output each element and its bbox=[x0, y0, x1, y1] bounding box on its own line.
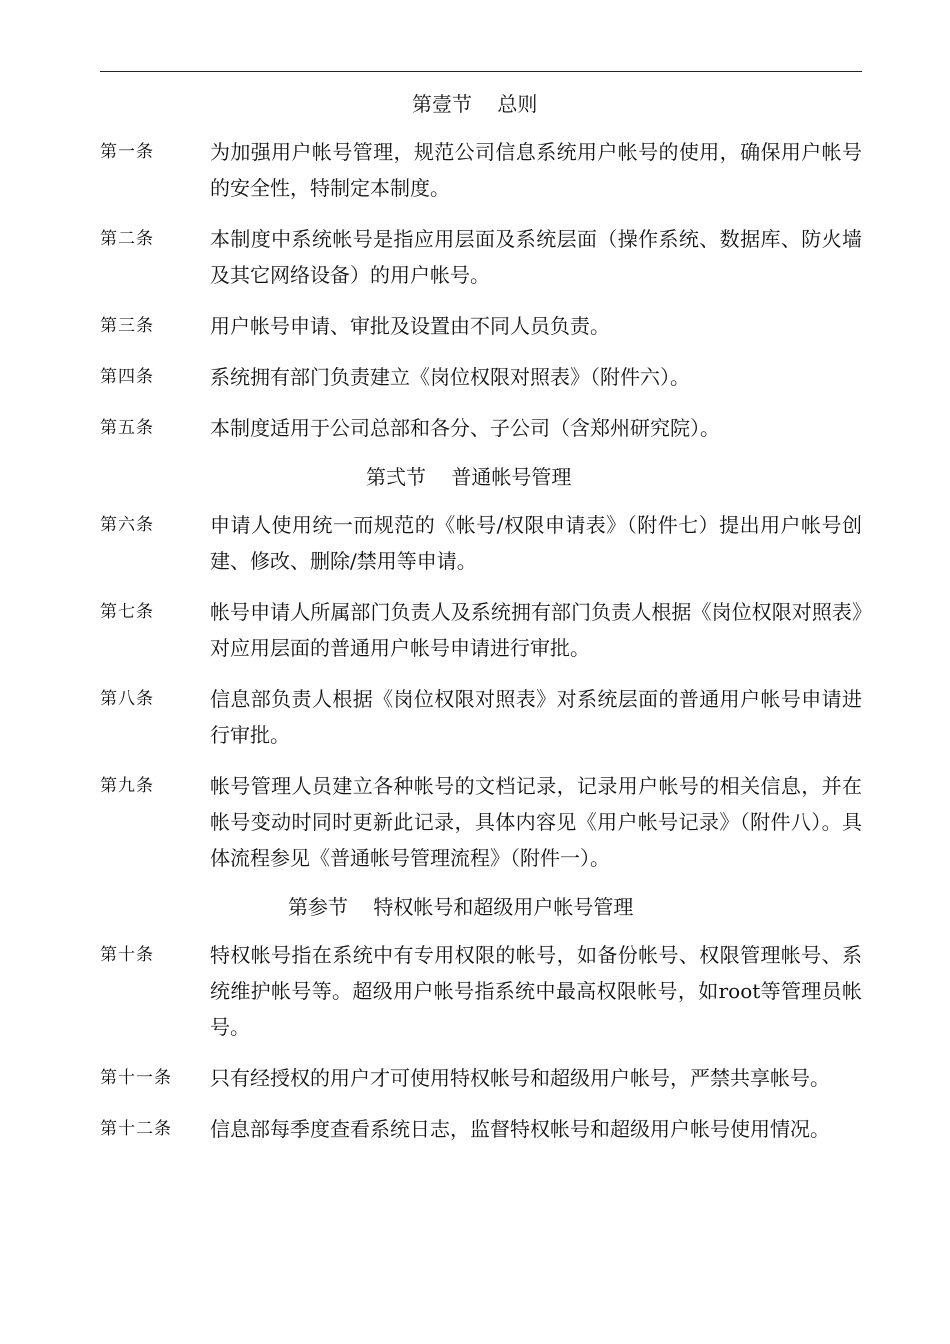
article-text: 特权帐号指在系统中有专用权限的帐号，如备份帐号、权限管理帐号、系统维护帐号等。超级用户帐号指系统中最高权限帐号，如root等管理员帐号。 bbox=[210, 943, 862, 1039]
article-text: 本制度适用于公司总部和各分、子公司（含郑州研究院）。 bbox=[210, 416, 720, 440]
article bbox=[100, 308, 862, 344]
article bbox=[100, 681, 862, 753]
article bbox=[100, 359, 862, 395]
article bbox=[100, 507, 862, 579]
article-number: 第五条 bbox=[100, 418, 154, 438]
article-number: 第八条 bbox=[100, 689, 154, 709]
document-body bbox=[100, 88, 862, 1162]
article-number: 第三条 bbox=[100, 316, 154, 336]
article bbox=[100, 134, 862, 206]
article-number: 第七条 bbox=[100, 602, 154, 622]
article-text: 只有经授权的用户才可使用特权帐号和超级用户帐号，严禁共享帐号。 bbox=[210, 1066, 830, 1090]
article bbox=[100, 1111, 862, 1147]
article-number: 第十条 bbox=[100, 945, 154, 965]
article bbox=[100, 937, 862, 1045]
article-number: 第九条 bbox=[100, 776, 154, 796]
article bbox=[100, 221, 862, 293]
article bbox=[100, 1060, 862, 1096]
article-number: 第十一条 bbox=[100, 1068, 172, 1088]
article-text: 帐号申请人所属部门负责人及系统拥有部门负责人根据《岗位权限对照表》对应用层面的普通用户帐号申请进行审批。 bbox=[210, 600, 862, 660]
article bbox=[100, 768, 862, 876]
article-text: 信息部每季度查看系统日志，监督特权帐号和超级用户帐号使用情况。 bbox=[210, 1117, 830, 1141]
article-text: 帐号管理人员建立各种帐号的文档记录，记录用户帐号的相关信息，并在帐号变动时同时更新此记录，具体内容见《用户帐号记录》（附件八）。具体流程参见《普通帐号管理流程》（附件一）。 bbox=[210, 774, 862, 870]
article-text: 系统拥有部门负责建立《岗位权限对照表》（附件六）。 bbox=[210, 365, 690, 389]
article-number: 第四条 bbox=[100, 367, 154, 387]
article-number: 第六条 bbox=[100, 515, 154, 535]
article-number: 第一条 bbox=[100, 142, 154, 162]
article-text: 信息部负责人根据《岗位权限对照表》对系统层面的普通用户帐号申请进行审批。 bbox=[210, 687, 862, 747]
section-title: 第壹节 总则 bbox=[412, 92, 538, 116]
header-rule bbox=[100, 71, 862, 72]
section-title: 第弍节 普通帐号管理 bbox=[366, 465, 572, 489]
article-text: 本制度中系统帐号是指应用层面及系统层面（操作系统、数据库、防火墙及其它网络设备）的用户帐号。 bbox=[210, 227, 862, 287]
article-text: 为加强用户帐号管理，规范公司信息系统用户帐号的使用，确保用户帐号的安全性，特制定本制度。 bbox=[210, 140, 862, 200]
article-number: 第二条 bbox=[100, 229, 154, 249]
article bbox=[100, 410, 862, 446]
article-number: 第十二条 bbox=[100, 1119, 172, 1139]
article bbox=[100, 594, 862, 666]
article-text: 申请人使用统一而规范的《帐号/权限申请表》（附件七）提出用户帐号创建、修改、删除/禁用等申请。 bbox=[210, 513, 862, 573]
section-title: 第参节 特权帐号和超级用户帐号管理 bbox=[288, 895, 634, 919]
article-text: 用户帐号申请、审批及设置由不同人员负责。 bbox=[210, 314, 610, 338]
